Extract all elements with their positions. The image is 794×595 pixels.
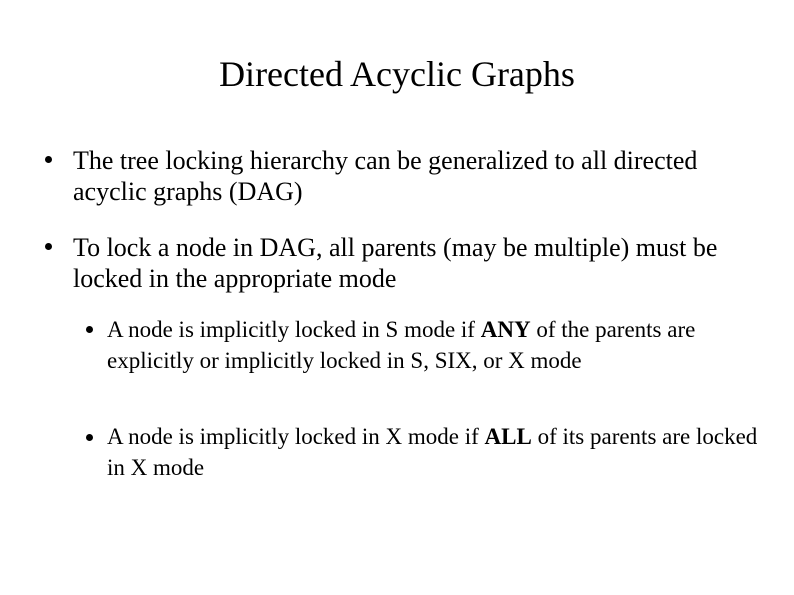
sub-bullet-text: A node is implicitly locked in X mode if bbox=[107, 424, 485, 449]
sub-bullet-icon bbox=[86, 434, 93, 441]
slide-title: Directed Acyclic Graphs bbox=[219, 54, 575, 94]
bullet-item-1: The tree locking hierarchy can be generalized to all directed acyclic graphs (DAG) bbox=[73, 146, 698, 206]
emphasis-text: ANY bbox=[480, 317, 531, 342]
sub-bullet-item-2 bbox=[107, 421, 767, 483]
sub-bullet-text: A node is implicitly locked in S mode if bbox=[107, 317, 481, 342]
sub-bullet-text: of the parents are explicitly or implicitly locked in S, SIX, or X mode bbox=[107, 317, 696, 373]
emphasis-text: ALL bbox=[484, 424, 532, 449]
sub-bullet-icon bbox=[86, 326, 93, 333]
bullet-icon bbox=[45, 156, 52, 163]
bullet-icon bbox=[45, 243, 52, 250]
bullet-item-2: To lock a node in DAG, all parents (may be multiple) must be locked in the appropriate mode bbox=[73, 233, 718, 293]
sub-bullet-text: of its parents are locked in X mode bbox=[107, 424, 758, 480]
sub-bullet-item-1 bbox=[107, 314, 767, 376]
